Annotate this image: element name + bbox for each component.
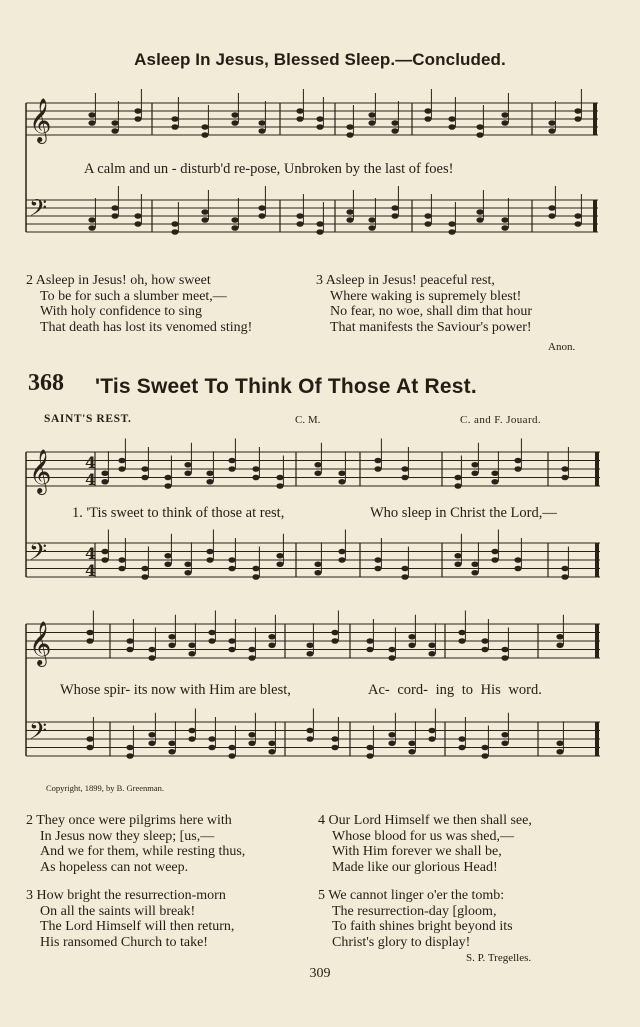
stanza-line: Where waking is supremely blest! [330,288,522,304]
note-head [471,561,478,567]
lyrics-line-1a: 1. 'Tis sweet to think of those at rest, [72,505,285,521]
note-head [101,470,108,476]
stanza-line: We cannot linger o'er the tomb: [328,888,505,903]
stanza-line: To faith shines bright beyond its [332,919,513,934]
note-head [401,466,408,472]
final-barline [593,103,597,135]
author-bottom: S. P. Tregelles. [466,952,532,964]
note-head [314,561,321,567]
note-head [88,217,95,223]
note-head [338,557,345,563]
stanza-line: In Jesus now they sleep; [us,— [40,828,215,844]
note-head [101,549,108,555]
stanza-line: With Him forever we shall be, [332,844,502,859]
note-head [316,221,323,227]
stanza-line: With holy confidence to sing [40,304,202,319]
note-head [338,479,345,485]
note-head [228,566,235,572]
page-title: Asleep In Jesus, Blessed Sleep.—Concluded. [134,50,506,69]
note-head [268,749,275,755]
note-head [118,566,125,572]
note-head [231,120,238,126]
final-barline [595,543,599,577]
note-head [228,638,235,644]
note-head [401,566,408,572]
stanza-line: That death has lost its venomed sting! [40,319,253,335]
note-head [556,634,563,640]
note-head [228,745,235,751]
note-head [366,745,373,751]
note-head [368,217,375,223]
note-head [164,483,171,489]
note-head [258,128,265,134]
note-head [391,120,398,126]
note-head [141,466,148,472]
note-head [454,475,461,481]
note-head [491,479,498,485]
note-head [164,475,171,481]
note-head [228,466,235,472]
note-head [276,483,283,489]
note-head [314,570,321,576]
note-head [548,128,555,134]
note-head [306,728,313,734]
note-head [206,470,213,476]
stanza-number: 2 [26,813,33,828]
note-head [574,213,581,219]
lyrics-line-1b: Who sleep in Christ the Lord,— [370,505,557,521]
note-head [388,732,395,738]
final-barline [593,200,597,232]
note-head [168,642,175,648]
note-head [171,221,178,227]
note-head [388,647,395,653]
note-head [574,221,581,227]
note-head [126,647,133,653]
note-head [514,458,521,464]
note-head [134,116,141,122]
note-head [374,466,381,472]
bass-clef-icon: 𝄢 [29,194,48,227]
note-head [268,740,275,746]
note-head [556,642,563,648]
note-head [346,132,353,138]
stanza-line: Whose blood for us was shed,— [332,828,514,844]
note-head [491,470,498,476]
bass-clef-icon: 𝄢 [29,717,48,750]
stanza-line: Our Lord Himself we then shall see, [328,813,532,828]
note-head [481,753,488,759]
note-head [346,124,353,130]
note-head [366,647,373,653]
stanza-line: That manifests the Saviour's power! [330,319,532,335]
note-head [206,549,213,555]
stanza-number: 5 [318,888,325,903]
stanza-line: The resurrection-day [gloom, [332,903,497,919]
note-head [168,740,175,746]
note-head [188,651,195,657]
note-head [574,108,581,114]
note-head [306,736,313,742]
note-head [331,638,338,644]
note-head [206,557,213,563]
note-head [118,458,125,464]
note-head [252,466,259,472]
note-head [561,475,568,481]
stanza-line: To be for such a slumber meet,— [40,288,227,304]
final-barline [595,452,599,486]
stanza-2-top [26,273,252,335]
note-head [458,638,465,644]
note-head [408,740,415,746]
note-head [231,217,238,223]
note-head [331,630,338,636]
note-head [228,647,235,653]
note-head [231,112,238,118]
note-head [331,736,338,742]
note-head [408,749,415,755]
note-head [574,116,581,122]
stanza-line: And we for them, while resting thus, [40,844,246,859]
stanza-line: They once were pilgrims here with [36,813,232,828]
note-head [111,120,118,126]
note-head [476,132,483,138]
note-head [101,557,108,563]
treble-clef-icon: 𝄞 [29,621,52,665]
note-head [491,549,498,555]
stanza-number: 4 [318,813,325,828]
note-head [448,124,455,130]
note-head [134,221,141,227]
bass-clef-icon: 𝄢 [29,538,48,571]
final-barline [595,624,599,658]
note-head [184,462,191,468]
note-head [206,479,213,485]
note-head [501,120,508,126]
note-head [428,736,435,742]
note-head [268,642,275,648]
note-head [231,225,238,231]
note-head [111,205,118,211]
stanza-3-top [316,273,532,335]
stanza-line: His ransomed Church to take! [40,934,208,950]
note-head [306,642,313,648]
note-head [476,209,483,215]
note-head [188,728,195,734]
note-head [368,225,375,231]
note-head [471,570,478,576]
stanza-line: On all the saints will break! [40,903,196,919]
note-head [306,651,313,657]
note-head [296,221,303,227]
note-head [548,120,555,126]
note-head [276,561,283,567]
note-head [134,108,141,114]
note-head [448,221,455,227]
time-signature-bottom: 4 [85,470,97,489]
note-head [101,479,108,485]
note-head [476,217,483,223]
note-head [491,557,498,563]
note-head [481,745,488,751]
note-head [366,638,373,644]
note-head [252,566,259,572]
note-head [501,647,508,653]
note-head [228,753,235,759]
note-head [346,217,353,223]
note-head [148,655,155,661]
note-head [454,553,461,559]
note-head [86,630,93,636]
note-head [481,647,488,653]
note-head [88,120,95,126]
note-head [88,225,95,231]
note-head [228,557,235,563]
note-head [476,124,483,130]
stanza-4-bottom [318,813,532,875]
stanza-line: No fear, no woe, shall dim that hour [330,304,533,319]
final-barline [595,722,599,756]
hymn-title: 'Tis Sweet To Think Of Those At Rest. [95,375,477,398]
note-head [164,553,171,559]
note-head [346,209,353,215]
note-head [338,549,345,555]
stanza-number: 3 [316,273,323,288]
note-head [448,116,455,122]
note-head [111,213,118,219]
note-head [448,229,455,235]
stanza-line: Asleep in Jesus! oh, how sweet [35,273,211,288]
note-head [501,112,508,118]
stanza-line: Christ's glory to display! [332,934,471,950]
time-signature-top: 4 [85,453,97,472]
note-head [501,655,508,661]
note-head [184,570,191,576]
copyright: Copyright, 1899, by B. Greenman. [46,783,165,793]
note-head [366,753,373,759]
author-top: Anon. [548,341,576,353]
note-head [561,466,568,472]
note-head [514,566,521,572]
note-head [171,116,178,122]
stanza-number: 2 [26,273,33,288]
stanza-3-bottom [26,888,234,950]
note-head [458,745,465,751]
note-head [556,749,563,755]
note-head [252,574,259,580]
note-head [201,124,208,130]
note-head [391,128,398,134]
note-head [118,557,125,563]
note-head [86,736,93,742]
note-head [276,553,283,559]
lyrics-line-2b: Ac- cord- ing to His word. [368,682,542,698]
note-head [471,470,478,476]
note-head [338,470,345,476]
stanza-5-bottom [318,888,513,950]
note-head [248,647,255,653]
note-head [316,116,323,122]
note-head [454,483,461,489]
note-head [428,651,435,657]
lyrics-system-1: A calm and un - disturb'd re-pose, Unbroken by the last of foes! [84,161,454,177]
note-head [374,458,381,464]
note-head [141,574,148,580]
note-head [171,124,178,130]
note-head [424,213,431,219]
note-head [388,655,395,661]
note-head [148,740,155,746]
note-head [454,561,461,567]
note-head [111,128,118,134]
note-head [88,112,95,118]
note-head [171,229,178,235]
note-head [556,740,563,746]
note-head [424,108,431,114]
note-head [391,205,398,211]
note-head [471,462,478,468]
page-number: 309 [309,966,331,981]
stanza-number: 3 [26,888,33,903]
note-head [314,462,321,468]
note-head [248,732,255,738]
note-head [296,213,303,219]
note-head [188,736,195,742]
note-head [424,221,431,227]
note-head [268,634,275,640]
note-head [126,745,133,751]
lyrics-line-2a: Whose spir- its now with Him are blest, [60,682,291,698]
note-head [118,466,125,472]
note-head [141,475,148,481]
note-head [314,470,321,476]
stanza-line: Asleep in Jesus! peaceful rest, [325,273,495,288]
note-head [208,630,215,636]
note-head [248,655,255,661]
stanza-line: Made like our glorious Head! [332,859,498,875]
note-head [561,566,568,572]
note-head [86,745,93,751]
note-head [184,561,191,567]
note-head [501,732,508,738]
note-head [458,630,465,636]
note-head [424,116,431,122]
note-head [208,736,215,742]
note-head [374,566,381,572]
note-head [401,475,408,481]
note-head [331,745,338,751]
note-head [228,458,235,464]
time-signature-top: 4 [85,544,97,563]
note-head [501,217,508,223]
meter: C. M. [295,414,321,426]
composer: C. and F. Jouard. [460,414,542,426]
note-head [388,740,395,746]
stanza-line: As hopeless can not weep. [40,859,189,875]
note-head [481,638,488,644]
note-head [201,132,208,138]
hymn-number: 368 [28,370,64,396]
note-head [126,638,133,644]
note-head [408,642,415,648]
note-head [428,728,435,734]
note-head [276,475,283,481]
note-head [408,634,415,640]
note-head [258,213,265,219]
note-head [126,753,133,759]
tune-name: SAINT'S REST. [44,413,132,425]
note-head [501,740,508,746]
time-signature-bottom: 4 [85,561,97,580]
note-head [391,213,398,219]
note-head [252,475,259,481]
note-head [501,225,508,231]
note-head [458,736,465,742]
note-head [368,112,375,118]
treble-clef-icon: 𝄞 [29,449,52,493]
note-head [428,642,435,648]
note-head [374,557,381,563]
stanza-line: How bright the resurrection-morn [36,888,226,903]
note-head [258,205,265,211]
note-head [514,557,521,563]
note-head [258,120,265,126]
note-head [148,732,155,738]
note-head [134,213,141,219]
note-head [401,574,408,580]
note-head [248,740,255,746]
note-head [201,209,208,215]
stanza-line: The Lord Himself will then return, [40,919,235,934]
note-head [208,745,215,751]
note-head [208,638,215,644]
note-head [296,108,303,114]
note-head [188,642,195,648]
note-head [561,574,568,580]
note-head [514,466,521,472]
note-head [296,116,303,122]
note-head [201,217,208,223]
note-head [316,229,323,235]
note-head [141,566,148,572]
note-head [184,470,191,476]
note-head [168,634,175,640]
note-head [548,205,555,211]
stanza-2-bottom [26,813,245,875]
note-head [164,561,171,567]
note-head [368,120,375,126]
note-head [548,213,555,219]
note-head [86,638,93,644]
note-head [316,124,323,130]
note-head [168,749,175,755]
note-head [148,647,155,653]
treble-clef-icon: 𝄞 [29,98,52,142]
